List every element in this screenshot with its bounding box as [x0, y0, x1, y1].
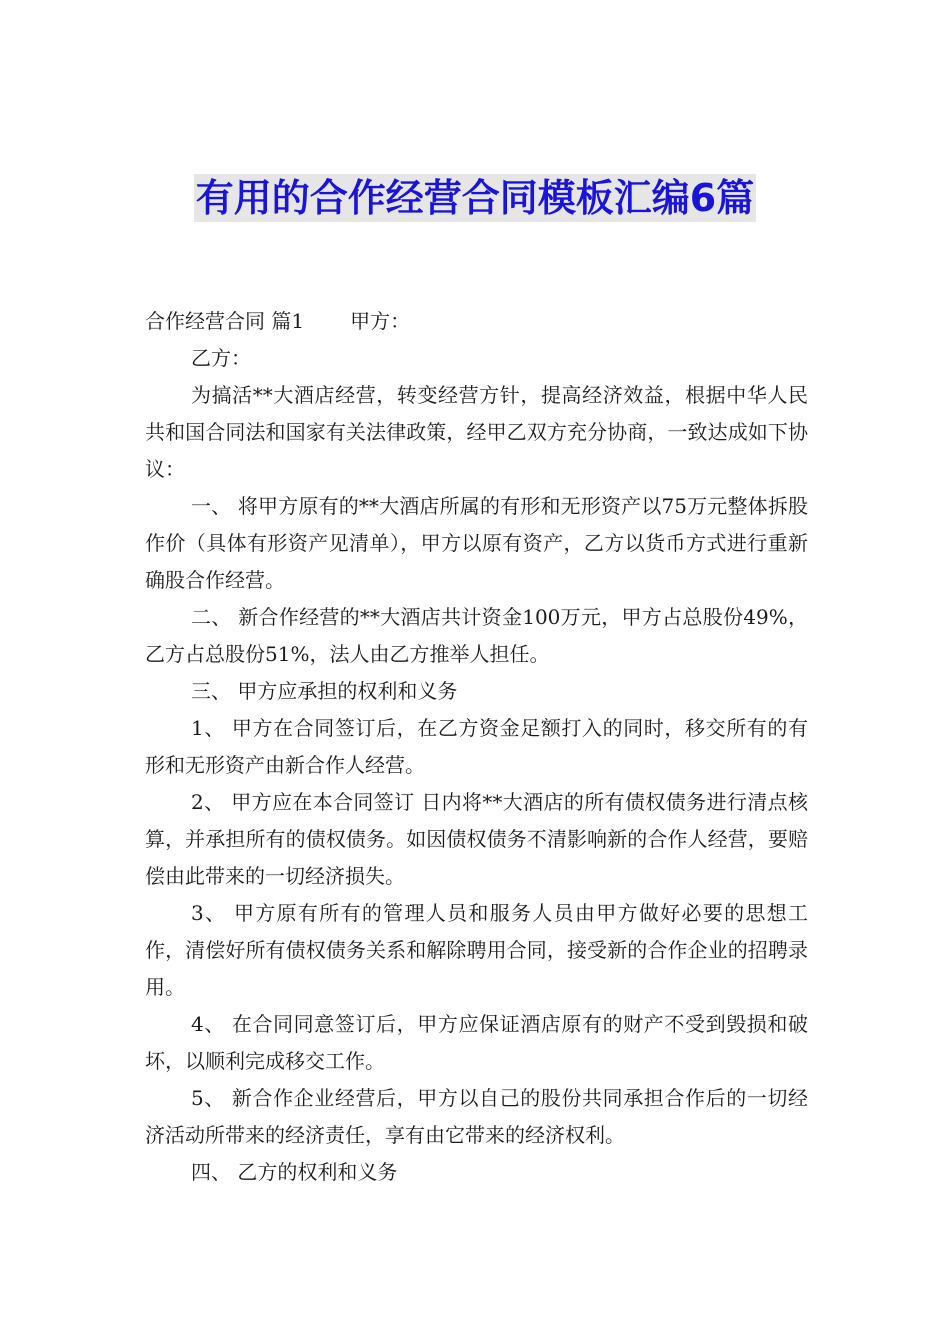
first-line — [145, 303, 808, 340]
paragraph-clause-4-heading: 四、 乙方的权利和义务 — [191, 1160, 398, 1184]
paragraph-item-2: 2、 甲方应在本合同签订 日内将**大酒店的所有债权债务进行清点核算，并承担所有的债权债务。如因债权债务不清影响新的合作人经营，要赔偿由此带来的一切经济损失。 — [145, 790, 808, 888]
document-body — [145, 303, 808, 1191]
section-heading: 合作经营合同 篇1 — [145, 309, 305, 333]
party-a-label: 甲方： — [350, 309, 411, 333]
paragraph-clause-1: 一、 将甲方原有的**大酒店所属的有形和无形资产以75万元整体拆股作价（具体有形资产见清单），甲方以原有资产，乙方以货币方式进行重新确股合作经营。 — [145, 494, 808, 592]
paragraph-preamble: 为搞活**大酒店经营，转变经营方针，提高经济效益，根据中华人民共和国合同法和国家有关法律政策，经甲乙双方充分协商，一致达成如下协议： — [145, 383, 808, 481]
paragraph-item-5: 5、 新合作企业经营后，甲方以自己的股份共同承担合作后的一切经济活动所带来的经济责任，享有由它带来的经济权利。 — [145, 1086, 808, 1147]
paragraph-item-3: 3、 甲方原有所有的管理人员和服务人员由甲方做好必要的思想工作，清偿好所有债权债务关系和解除聘用合同，接受新的合作企业的招聘录用。 — [145, 901, 808, 999]
document-title: 有用的合作经营合同模板汇编6篇 — [195, 176, 755, 220]
paragraph-clause-3-heading: 三、 甲方应承担的权利和义务 — [191, 679, 458, 703]
paragraph-clause-2: 二、 新合作经营的**大酒店共计资金100万元，甲方占总股份49%，乙方占总股份51%，法人由乙方推举人担任。 — [145, 605, 808, 666]
paragraph-item-1: 1、 甲方在合同签订后，在乙方资金足额打入的同时，移交所有的有形和无形资产由新合作人经营。 — [145, 716, 808, 777]
title-container — [0, 174, 950, 222]
paragraph-party-b: 乙方： — [191, 346, 251, 370]
paragraph-item-4: 4、 在合同同意签订后，甲方应保证酒店原有的财产不受到毁损和破坏，以顺利完成移交工作。 — [145, 1012, 808, 1073]
